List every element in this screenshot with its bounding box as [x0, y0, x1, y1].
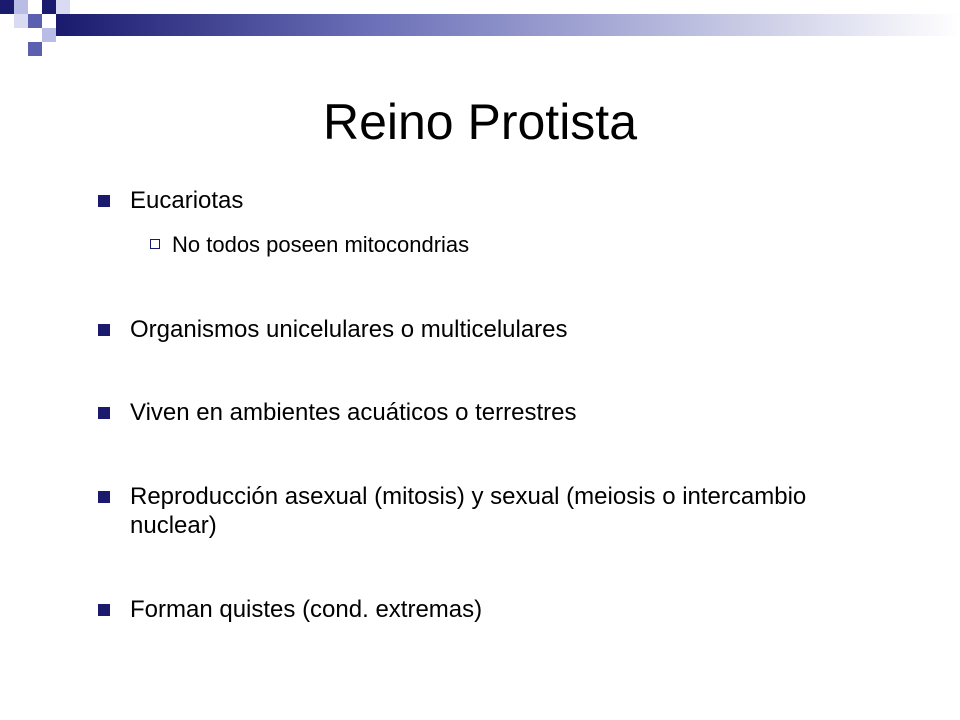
bullet-item: [98, 398, 878, 427]
square-bullet-icon: [98, 324, 110, 336]
hollow-square-bullet-icon: [150, 239, 160, 249]
bullet-text: Eucariotas: [130, 187, 244, 214]
sub-bullet-item: [150, 231, 850, 259]
bullet-text: Organismos unicelulares o multicelulares: [130, 316, 568, 343]
bullet-item: [98, 315, 878, 344]
bullet-text: Forman quistes (cond. extremas): [130, 596, 483, 623]
bullet-item: [98, 186, 878, 215]
bullet-item: [98, 595, 878, 624]
sub-bullet-text: No todos poseen mitocondrias: [172, 232, 470, 257]
bullet-item: [98, 482, 878, 540]
slide-title: Reino Protista: [322, 94, 638, 150]
square-bullet-icon: [98, 407, 110, 419]
bullet-text: Viven en ambientes acuáticos o terrestres: [130, 399, 577, 426]
bullet-text: Reproducción asexual (mitosis) y sexual (meiosis o intercambio nuclear): [130, 483, 807, 539]
square-bullet-icon: [98, 604, 110, 616]
square-bullet-icon: [98, 491, 110, 503]
square-bullet-icon: [98, 195, 110, 207]
